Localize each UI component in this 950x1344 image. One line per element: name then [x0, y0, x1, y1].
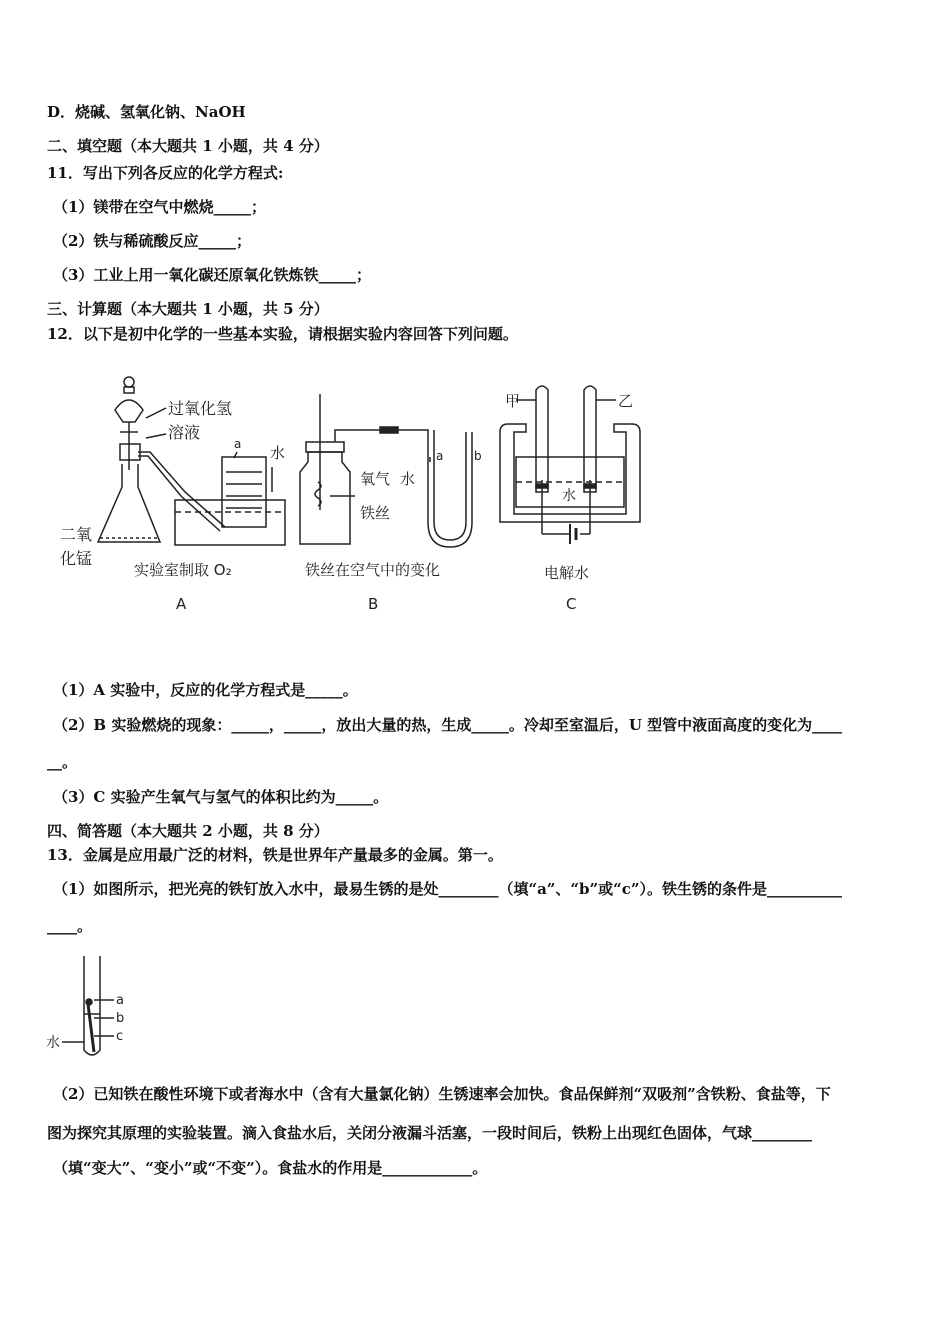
fig-c-label-yi: 乙: [618, 392, 634, 410]
section-4-heading: 四、简答题（本大题共 2 小题，共 8 分）: [47, 822, 329, 840]
fig-b-caption: 铁丝在空气中的变化: [305, 561, 441, 579]
fig-a-label-h2o2-2: 溶液: [168, 423, 201, 442]
section-2-heading: 二、填空题（本大题共 1 小题，共 4 分）: [47, 137, 329, 155]
fig-b-label-o2: 氧气: [360, 470, 391, 488]
fig-a-label-a: a: [234, 437, 242, 451]
question-12-1: （1）A 实验中，反应的化学方程式是_____。: [53, 681, 358, 699]
section-3-heading: 三、计算题（本大题共 1 小题，共 5 分）: [47, 300, 329, 318]
nail-label-c: c: [116, 1029, 124, 1044]
question-12: 12．以下是初中化学的一些基本实验，请根据实验内容回答下列问题。: [47, 325, 518, 343]
question-11-1: （1）镁带在空气中燃烧_____；: [53, 198, 266, 216]
fig-b-label-b: b: [474, 449, 482, 463]
fig-c-caption: 电解水: [544, 564, 590, 582]
fig-c-label-jia: 甲: [505, 392, 521, 410]
fig-c-label-water: 水: [562, 488, 576, 504]
fig-a-caption: 实验室制取 O₂: [134, 561, 232, 579]
question-13-2-line2: 图为探究其原理的实验装置。滴入食盐水后，关闭分液漏斗活塞，一段时间后，铁粉上出现红色固体，气球________: [47, 1124, 813, 1142]
fig-a-label-mno2-1: 二氧: [60, 525, 93, 544]
fig-b-label-a: a: [436, 449, 444, 463]
question-11: 11．写出下列各反应的化学方程式:: [47, 164, 284, 182]
question-12-2-line2: __。: [47, 753, 78, 771]
question-13-2-line1: （2）已知铁在酸性环境下或者海水中（含有大量氯化钠）生锈速率会加快。食品保鲜剂“双吸剂”含铁粉、食盐等，下: [53, 1085, 831, 1103]
question-13-1-line2: ____。: [47, 917, 93, 935]
question-11-3: （3）工业上用一氧化碳还原氧化铁炼铁_____；: [53, 266, 371, 284]
q10-option-d: D．烧碱、氢氧化钠、NaOH: [47, 103, 246, 121]
fig-a-label-mno2-2: 化锰: [60, 549, 93, 568]
question-12-3: （3）C 实验产生氧气与氢气的体积比约为_____。: [53, 788, 389, 806]
nail-label-b: b: [116, 1011, 125, 1026]
question-11-2: （2）铁与稀硫酸反应_____；: [53, 232, 251, 250]
nail-test-tube-figure: [44, 952, 144, 1064]
nail-label-water: 水: [46, 1035, 60, 1051]
question-13-1-line1: （1）如图所示，把光亮的铁钉放入水中，最易生锈的是处________（填“a”、“b”或“c”）。铁生锈的条件是__________: [53, 880, 843, 898]
nail-label-a: a: [116, 993, 124, 1008]
question-12-2-line1: （2）B 实验燃烧的现象：_____，_____，放出大量的热，生成_____。冷却至室温后，U 型管中液面高度的变化为____: [53, 716, 843, 734]
question-13-2-line3: （填“变大”、“变小”或“不变”）。食盐水的作用是____________。: [53, 1159, 488, 1177]
fig-b-label-wire: 铁丝: [360, 504, 391, 522]
fig-c-letter: C: [566, 595, 577, 613]
fig-a-letter: A: [176, 595, 187, 613]
fig-a-label-h2o2-1: 过氧化氢: [168, 399, 233, 418]
question-13: 13．金属是应用最广泛的材料，铁是世界年产量最多的金属。第一。: [47, 846, 503, 864]
fig-b-label-water: 水: [400, 470, 416, 488]
experiment-figure: [50, 372, 650, 622]
fig-b-letter: B: [368, 595, 379, 613]
fig-a-label-water: 水: [270, 444, 286, 462]
